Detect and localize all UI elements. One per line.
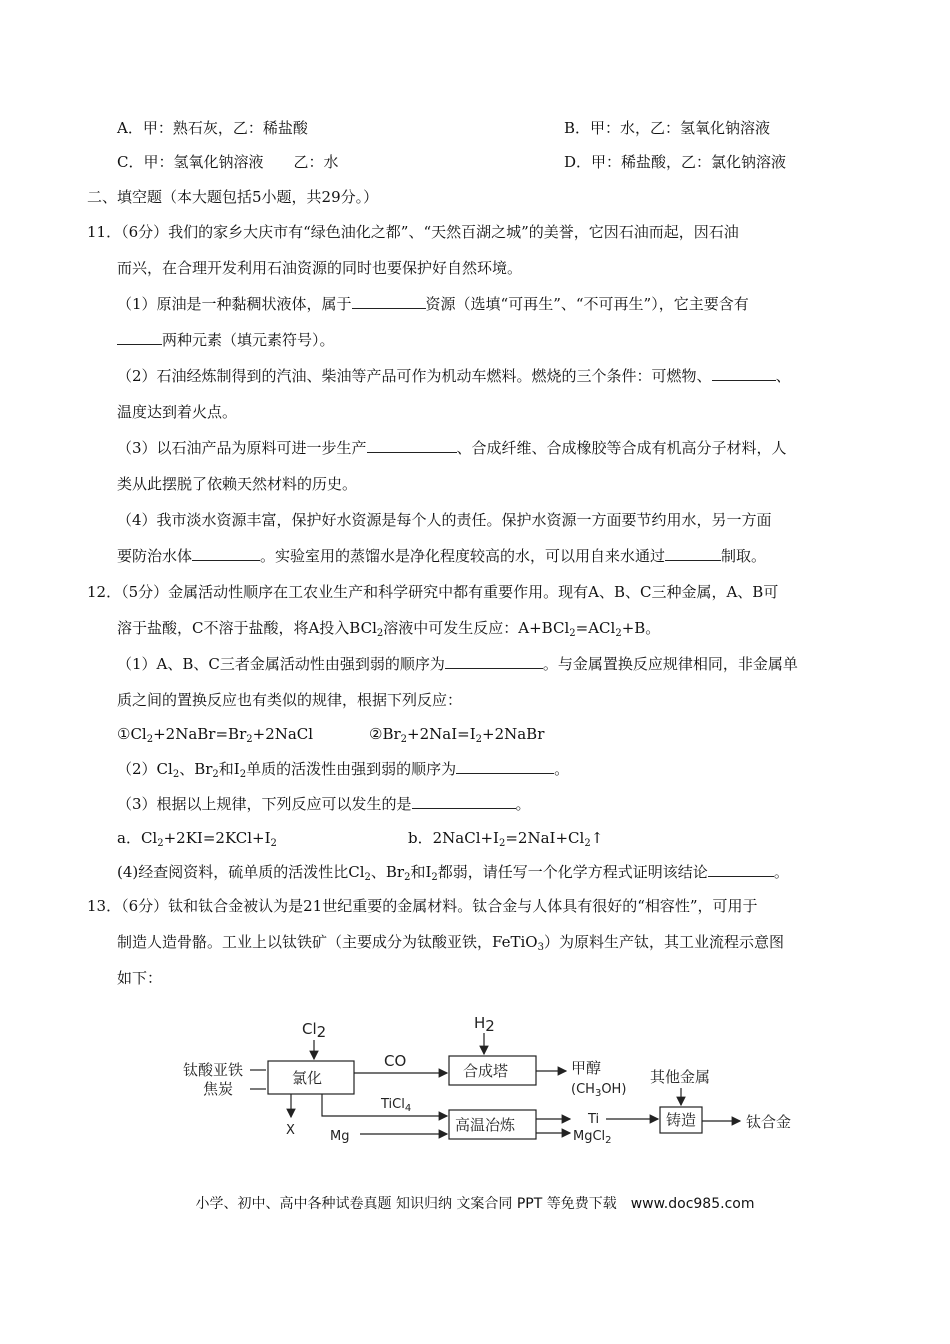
- text: 和I: [218, 760, 240, 778]
- subscript: 2: [400, 734, 408, 745]
- text: （1）A、B、C三者金属活动性由强到弱的顺序为: [117, 655, 445, 673]
- svg-text:(CH3OH): [571, 1082, 626, 1099]
- subscript: 2: [246, 734, 253, 745]
- label-cl2: Cl: [302, 1020, 317, 1038]
- text: 都弱，请任写一个化学方程式证明该结论: [437, 863, 708, 881]
- q11-p4c: 。实验室用的蒸馏水是净化程度较高的水，可以用自来水通过: [260, 547, 666, 565]
- subscript: 2: [212, 769, 219, 780]
- subscript: 2: [172, 769, 180, 780]
- label-ticl4: TiCl: [381, 1097, 405, 1112]
- label-mgcl2: MgCl: [573, 1129, 606, 1144]
- subscript: 3: [594, 1088, 602, 1099]
- svg-text:Cl2: [302, 1020, 326, 1041]
- q11-p1c: 两种元素（填元素符号）。: [162, 331, 335, 349]
- text: +2NaCl: [252, 725, 314, 743]
- subscript: 2: [498, 838, 506, 849]
- q13-intro-3: 如下：: [117, 969, 163, 987]
- label-co: CO: [384, 1052, 407, 1070]
- q11-p3c: 类从此摆脱了依赖天然材料的历史。: [117, 475, 358, 493]
- text: +B。: [621, 619, 661, 637]
- q11-p2c: 温度达到着火点。: [117, 403, 238, 421]
- q11-p4d: 制取。: [721, 547, 767, 565]
- text: 。: [515, 795, 531, 813]
- subscript: 3: [537, 942, 544, 953]
- q11-p3a: （3）以石油产品为原料可进一步生产: [117, 439, 367, 457]
- option-c: C．甲：氢氧化钠溶液 乙：水: [117, 153, 339, 171]
- subscript: 2: [615, 628, 622, 639]
- option-d: D．甲：稀盐酸，乙：氯化钠溶液: [564, 153, 787, 171]
- text: 、Br: [370, 863, 405, 881]
- svg-text:MgCl2: [573, 1129, 612, 1146]
- text: ↑: [590, 829, 604, 847]
- text: +2NaBr=Br: [153, 725, 247, 743]
- q13-intro-1: 13．（6分）钛和钛合金被认为是21世纪重要的金属材料。钛合金与人体具有很好的“相容性”，可用于: [87, 897, 758, 915]
- subscript: 2: [605, 1135, 612, 1146]
- text: =ACl: [575, 619, 616, 637]
- text: 制造人造骨骼。工业上以钛铁矿（主要成分为钛酸亚铁，FeTiO: [117, 933, 538, 951]
- label-ti: Ti: [588, 1112, 600, 1127]
- subscript: 2: [364, 872, 371, 883]
- text: 和I: [410, 863, 432, 881]
- text: 溶于盐酸，C不溶于盐酸，将A投入BCl: [117, 619, 377, 637]
- q11-p1b: 资源（选填“可再生”、“不可再生”），它主要含有: [425, 295, 749, 313]
- option-b: B．甲：水，乙：氢氧化钠溶液: [564, 119, 771, 137]
- label-h2: H: [474, 1014, 486, 1032]
- text: 。与金属置换反应规律相同，非金属单: [542, 655, 798, 673]
- label-methanol-formula-end: OH): [601, 1082, 627, 1097]
- text: ①Cl: [117, 725, 147, 743]
- subscript: 2: [239, 769, 247, 780]
- subscript: 2: [569, 628, 576, 639]
- text: =2NaI+Cl: [505, 829, 585, 847]
- label-methanol: 甲醇: [571, 1059, 602, 1077]
- text: +2KI=2KCl+I: [163, 829, 271, 847]
- q12-intro-1: 12．（5分）金属活动性顺序在工农业生产和科学研究中都有重要作用。现有A、B、C三种金属，A、B可: [87, 583, 779, 601]
- label-x: X: [286, 1123, 295, 1138]
- svg-text:TiCl4: [380, 1097, 411, 1114]
- footer-text: 小学、初中、高中各种试卷真题 知识归纳 文案合同 PPT 等免费下载 www.doc985.com: [195, 1196, 755, 1212]
- text: （3）根据以上规律，下列反应可以发生的是: [117, 795, 412, 813]
- text: 。: [554, 760, 570, 778]
- label-methanol-formula: (CH: [571, 1082, 595, 1097]
- subscript: 2: [316, 1023, 327, 1041]
- subscript: 2: [431, 872, 438, 883]
- label-mg: Mg: [330, 1129, 350, 1144]
- text: 。: [773, 863, 789, 881]
- text: ②Br: [369, 725, 401, 743]
- subscript: 2: [157, 838, 164, 849]
- subscript: 2: [485, 1017, 495, 1035]
- text: 溶液中可发生反应：A+BCl: [383, 619, 570, 637]
- label-synthesis-tower: 合成塔: [463, 1062, 509, 1080]
- text: ）为原料生产钛，其工业流程示意图: [543, 933, 784, 951]
- subscript: 2: [146, 734, 154, 745]
- text: 单质的活泼性由强到弱的顺序为: [246, 760, 457, 778]
- text: a．Cl: [117, 829, 158, 847]
- subscript: 2: [584, 838, 591, 849]
- option-a: A．甲：熟石灰，乙：稀盐酸: [117, 119, 308, 137]
- text: +2NaI=I: [407, 725, 476, 743]
- q12-p1c: 质之间的置换反应也有类似的规律，根据下列反应：: [117, 691, 463, 709]
- q11-p1a: （1）原油是一种黏稠状液体，属于: [117, 295, 352, 313]
- subscript: 2: [404, 872, 411, 883]
- q11-p2b: 、: [775, 367, 791, 385]
- svg-text:H2: [474, 1014, 495, 1035]
- q11-p3b: 、合成纤维、合成橡胶等合成有机高分子材料，人: [456, 439, 787, 457]
- text: （2）Cl: [117, 760, 173, 778]
- text: b．2NaCl+I: [408, 829, 499, 847]
- q11-intro-2: 而兴，在合理开发利用石油资源的同时也要保护好自然环境。: [117, 259, 523, 277]
- label-ferrous-titanate: 钛酸亚铁: [183, 1061, 244, 1079]
- subscript: 2: [270, 838, 277, 849]
- text: 、Br: [179, 760, 213, 778]
- subscript: 2: [376, 628, 384, 639]
- label-ti-alloy: 钛合金: [746, 1113, 792, 1131]
- label-other-metals: 其他金属: [650, 1068, 711, 1086]
- q11-intro-1: 11．（6分）我们的家乡大庆市有“绿色油化之都”、“天然百湖之城”的美誉，它因石油而起，因石油: [87, 223, 739, 241]
- text: +2NaBr: [482, 725, 545, 743]
- text: (4)经查阅资料，硫单质的活泼性比Cl: [117, 863, 365, 881]
- section-heading: 二、填空题（本大题包括5小题，共29分。）: [87, 188, 379, 206]
- q11-p4a: （4）我市淡水资源丰富，保护好水资源是每个人的责任。保护水资源一方面要节约用水，另一方面: [117, 511, 772, 529]
- subscript: 4: [404, 1103, 412, 1114]
- label-smelting: 高温冶炼: [455, 1116, 516, 1134]
- subscript: 2: [475, 734, 482, 745]
- label-chlorination: 氯化: [292, 1069, 323, 1087]
- label-coke: 焦炭: [203, 1080, 234, 1098]
- label-casting: 铸造: [666, 1111, 697, 1129]
- q11-p2a: （2）石油经炼制得到的汽油、柴油等产品可作为机动车燃料。燃烧的三个条件：可燃物、: [117, 367, 712, 385]
- q11-p4b: 要防治水体: [117, 547, 193, 565]
